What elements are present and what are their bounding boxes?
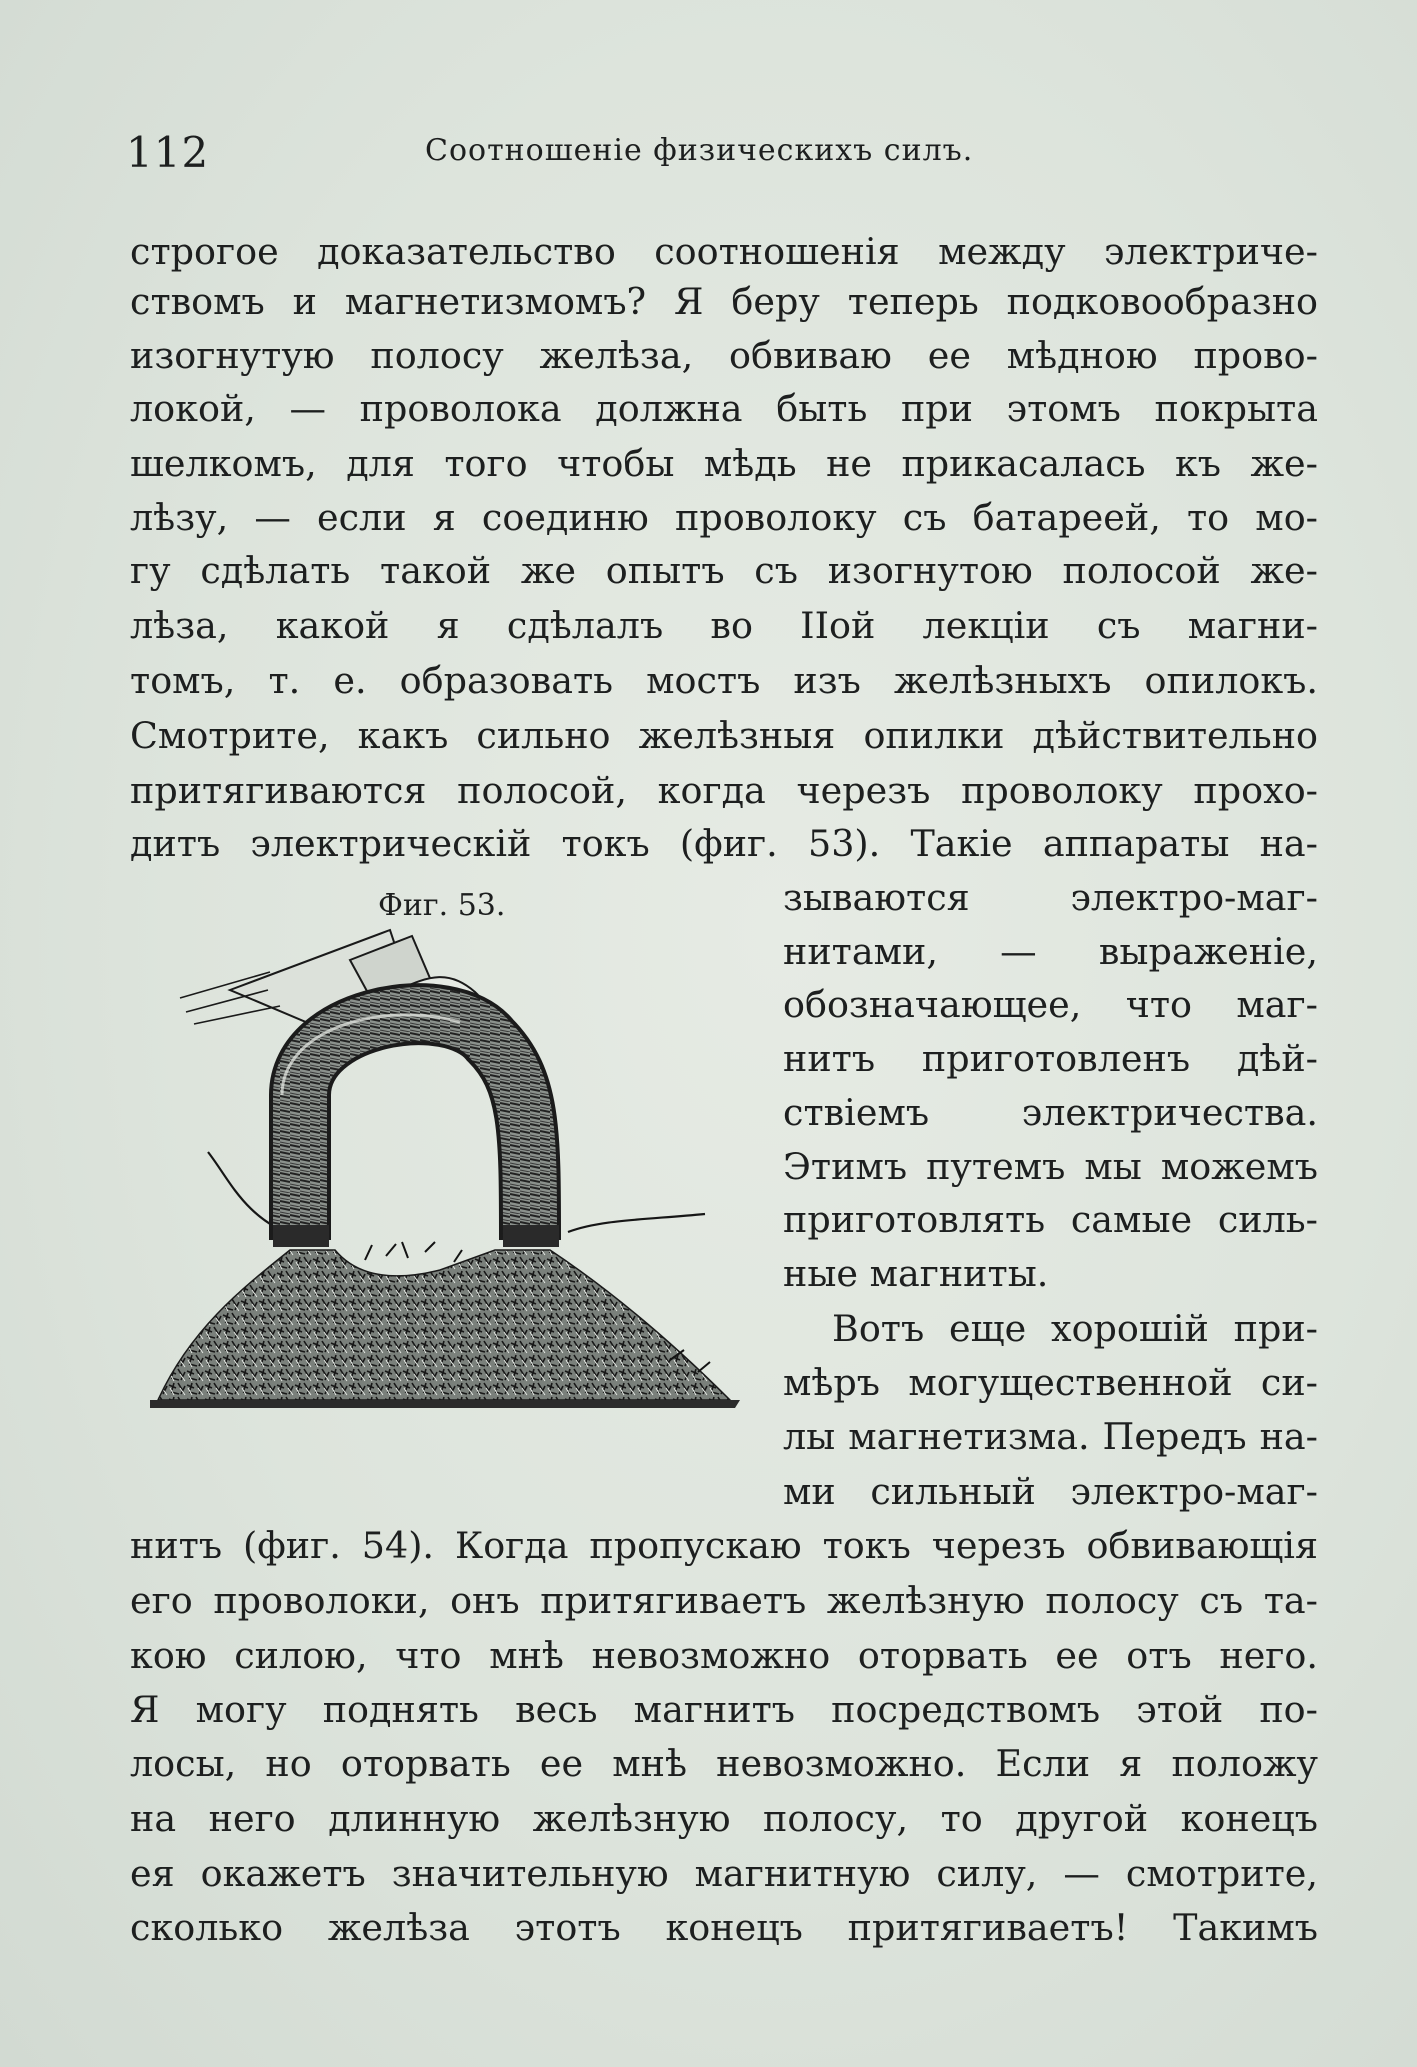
text-line: нитами, — выраженіе, (783, 930, 1318, 973)
text-line: лосы, но оторвать ее мнѣ невозможно. Если я положу (130, 1742, 1318, 1785)
text-line: изогнутую полосу желѣза, обвиваю ее мѣдною прово- (130, 334, 1318, 377)
text-line: строгое доказательство соотношенія между электриче- (130, 230, 1318, 273)
text-line: притягиваются полосой, когда черезъ проволоку прохо- (130, 769, 1318, 812)
text-line: нитъ (фиг. 54). Когда пропускаю токъ черезъ обвивающія (130, 1524, 1318, 1567)
text-line: Смотрите, какъ сильно желѣзныя опилки дѣйствительно (130, 714, 1318, 757)
text-line: ея окажетъ значительную магнитную силу, — смотрите, (130, 1852, 1318, 1895)
electromagnet-engraving (150, 920, 740, 1490)
text-line: Этимъ путемъ мы можемъ (783, 1145, 1318, 1188)
text-line: лы магнетизма. Передъ на- (783, 1415, 1318, 1458)
text-line: шелкомъ, для того чтобы мѣдь не прикасалась къ же- (130, 442, 1318, 485)
text-line: лѣзу, — если я соединю проволоку съ батареей, то мо- (130, 496, 1318, 539)
text-line: приготовлять самые силь- (783, 1198, 1318, 1241)
text-line: ные магниты. (783, 1252, 1049, 1295)
text-line: дитъ электрическій токъ (фиг. 53). Такіе аппараты на- (130, 822, 1318, 865)
text-line: обозначающее, что маг- (783, 983, 1318, 1026)
running-title: Соотношеніе физическихъ силъ. (425, 133, 974, 168)
text-line: ствіемъ электричества. (783, 1091, 1318, 1134)
text-line: томъ, т. е. образовать мостъ изъ желѣзныхъ опилокъ. (130, 659, 1318, 702)
page-number: 112 (126, 128, 210, 177)
text-line: кою силою, что мнѣ невозможно оторвать ее отъ него. (130, 1634, 1318, 1677)
text-line: его проволоки, онъ притягиваетъ желѣзную полосу съ та- (130, 1579, 1318, 1622)
figure-label: Фиг. 53. (378, 888, 506, 923)
electromagnet-illustration (150, 920, 740, 1490)
text-line: лѣза, какой я сдѣлалъ во IIой лекціи съ магни- (130, 604, 1318, 647)
text-line: Я могу поднять весь магнитъ посредствомъ этой по- (130, 1688, 1318, 1731)
text-line: зываются электро-маг- (783, 876, 1318, 919)
text-line: ствомъ и магнетизмомъ? Я беру теперь подковообразно (130, 280, 1318, 323)
text-line: мѣръ могущественной си- (783, 1361, 1318, 1404)
text-line: сколько желѣза этотъ конецъ притягиваетъ! Такимъ (130, 1906, 1318, 1949)
text-line: нитъ приготовленъ дѣй- (783, 1037, 1318, 1080)
text-line: гу сдѣлать такой же опытъ съ изогнутою полосой же- (130, 549, 1318, 592)
text-line: на него длинную желѣзную полосу, то другой конецъ (130, 1797, 1318, 1840)
text-line: ми сильный электро-маг- (783, 1470, 1318, 1513)
text-line: Вотъ еще хорошій при- (832, 1307, 1318, 1350)
text-line: локой, — проволока должна быть при этомъ покрыта (130, 387, 1318, 430)
